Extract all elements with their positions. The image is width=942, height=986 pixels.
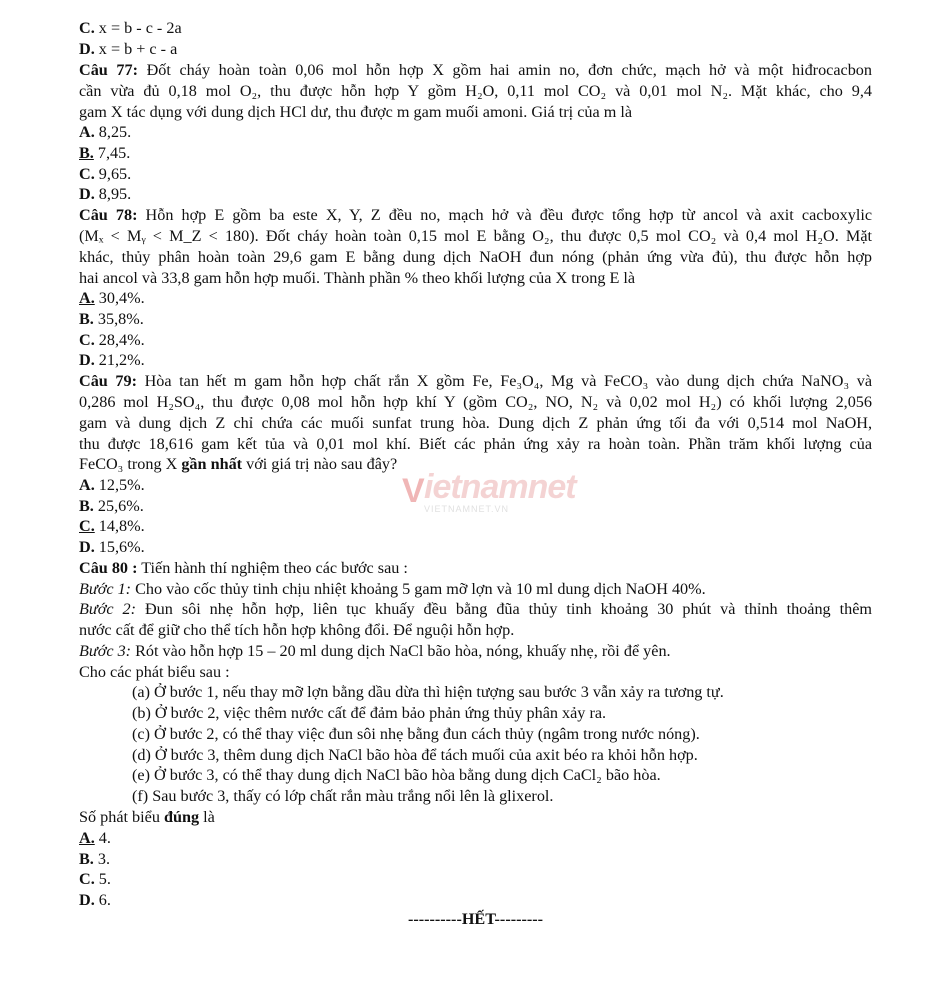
q78-label: Câu 78: [79,206,138,224]
q80-step-2-line-2: nước cất để giữ cho thể tích hỗn hợp không đổi. Để nguội hỗn hợp. [79,621,515,639]
q77-option-c: C. 9,65. [79,165,132,183]
q79-line-2: 0,286 mol H₂SO₄, thu được 0,08 mol hỗn hợp khí Y (gồm CO₂, NO, N₂ và 0,02 mol H₂) có khối lượng 2,056 [79,393,872,411]
q79-line-3: gam và dung dịch Z chỉ chứa các muối sunfat trung hòa. Dung dịch Z phản ứng tối đa với 0,514 mol NaOH, [79,414,872,432]
q79-line-4: thu được 18,616 gam kết tủa và 0,01 mol khí. Biết các phản ứng xảy ra hoàn toàn. Phần trăm khối lượng của [79,435,872,453]
q80-step-3: Bước 3: Rót vào hỗn hợp 15 – 20 ml dung dịch NaCl bão hòa, nóng, khuấy nhẹ, rồi để yên. [79,642,671,660]
q77-option-d: D. 8,95. [79,185,132,203]
q78-line-1: Câu 78: Hỗn hợp E gồm ba este X, Y, Z đều no, mạch hở và đều được tổng hợp từ ancol và axit cacboxylic [79,206,873,224]
q79-option-a: A. 12,5%. [79,476,145,494]
q79-line-1: Câu 79: Hòa tan hết m gam hỗn hợp chất rắn X gồm Fe, Fe₃O₄, Mg và FeCO₃ vào dung dịch chứa NaNO₃ và [79,372,872,390]
q80-statement-d: (d) Ở bước 3, thêm dung dịch NaCl bão hòa để tách muối của axit béo ra khỏi hỗn hợp. [132,746,698,764]
q78-line-4: hai ancol và 33,8 gam hỗn hợp muối. Thành phần % theo khối lượng của X trong E là [79,269,636,287]
q80-label: Câu 80 : [79,559,138,577]
q80-statement-b: (b) Ở bước 2, việc thêm nước cất để đảm bảo phản ứng thủy phân xảy ra. [132,704,607,722]
q80-statement-f: (f) Sau bước 3, thấy có lớp chất rắn màu trắng nổi lên là glixerol. [132,787,554,805]
q77-line-1: Câu 77: Đốt cháy hoàn toàn 0,06 mol hỗn hợp X gồm hai amin no, đơn chức, mạch hở và một hiđrocacbon [79,61,872,79]
q79-option-d: D. 15,6%. [79,538,145,556]
q80-step-1: Bước 1: Cho vào cốc thủy tinh chịu nhiệt khoảng 5 gam mỡ lợn và 10 ml dung dịch NaOH 40%. [79,580,706,598]
q80-option-c: C. 5. [79,870,111,888]
prev-option-d: D. x = b + c - a [79,40,178,58]
q77-label: Câu 77: [79,61,138,79]
q80-statement-e: (e) Ở bước 3, có thể thay dung dịch NaCl bão hòa bằng dung dịch CaCl₂ bão hòa. [132,766,661,784]
q77-line-2: cần vừa đủ 0,18 mol O₂, thu được hỗn hợp Y gồm H₂O, 0,11 mol CO₂ và 0,01 mol N₂. Mặt khác, cho 9,4 [79,82,872,100]
q79-option-b: B. 25,6%. [79,497,144,515]
q80-option-d: D. 6. [79,891,111,909]
watermark-text: ietnamnet [424,468,576,506]
prev-option-c: C. x = b - c - 2a [79,19,182,37]
vietnamnet-watermark-logo [402,468,576,520]
q78-option-a-answer: A. 30,4%. [79,289,145,307]
q80-intro: Câu 80 : Tiến hành thí nghiệm theo các bước sau : [79,559,408,577]
q80-step-2-line-1: Bước 2: Đun sôi nhẹ hỗn hợp, liên tục khuấy đều bằng đũa thủy tinh khoảng 30 phút và thỉnh thoảng thêm [79,600,872,618]
watermark-v: V [402,472,425,510]
q79-option-c-answer: C. 14,8%. [79,517,145,535]
q79-line-5: FeCO₃ trong X gần nhất với giá trị nào sau đây? [79,455,398,473]
q78-line-2: (Mₓ < Mᵧ < M_Z < 180). Đốt cháy hoàn toàn 0,15 mol E bằng O₂, thu được 0,5 mol CO₂ và 0,4 mol H₂O. Mặt [79,227,872,245]
q79-label: Câu 79: [79,372,137,390]
watermark-subtext: VIETNAMNET.VN [424,504,510,514]
q80-question: Số phát biểu đúng là [79,808,215,826]
end-marker: ----------HẾT--------- [407,910,544,928]
q77-option-b-answer: B. 7,45. [79,144,131,162]
q78-option-c: C. 28,4%. [79,331,145,349]
q80-statement-c: (c) Ở bước 2, có thể thay việc đun sôi nhẹ bằng đun cách thủy (ngâm trong nước nóng). [132,725,700,743]
q78-option-b: B. 35,8%. [79,310,144,328]
q80-statements-intro: Cho các phát biểu sau : [79,663,230,681]
q77-line-3: gam X tác dụng với dung dịch HCl dư, thu được m gam muối amoni. Giá trị của m là [79,103,633,121]
q77-option-a: A. 8,25. [79,123,132,141]
q78-line-3: khác, thủy phân hoàn toàn 29,6 gam E bằng dung dịch NaOH đun nóng (phản ứng vừa đủ), thu được hỗn hợp [79,248,872,266]
q80-option-b: B. 3. [79,850,111,868]
q78-option-d: D. 21,2%. [79,351,145,369]
q80-option-a-answer: A. 4. [79,829,111,847]
q80-statement-a: (a) Ở bước 1, nếu thay mỡ lợn bằng dầu dừa thì hiện tượng sau bước 3 vẫn xảy ra tương tự. [132,683,724,701]
